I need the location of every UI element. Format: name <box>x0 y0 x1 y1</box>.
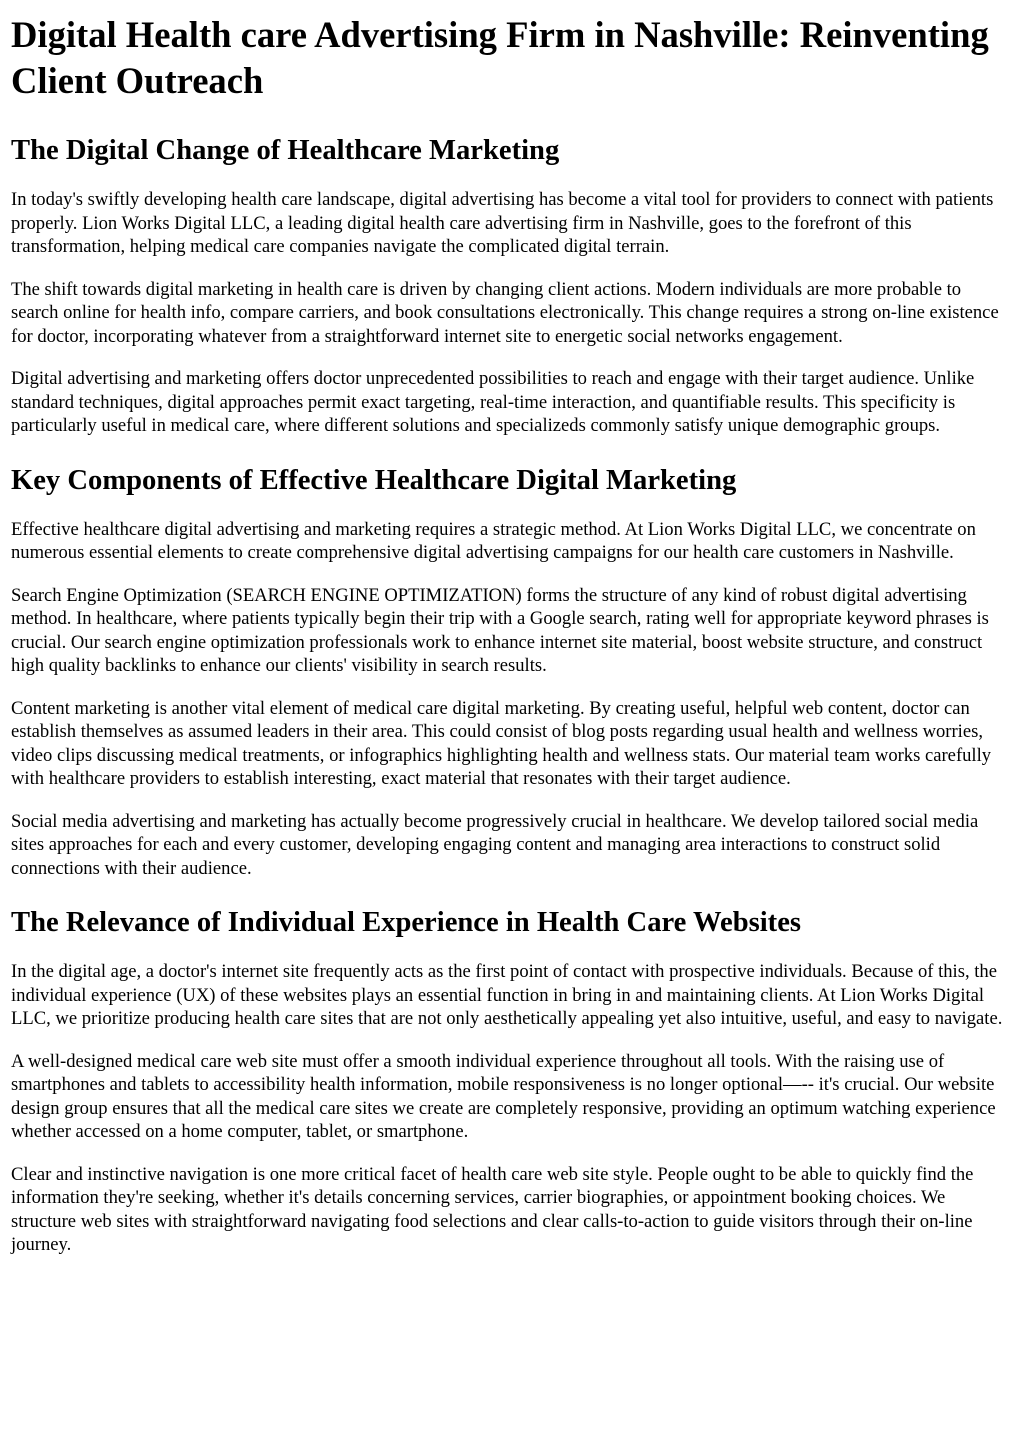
paragraph: Digital advertising and marketing offers doctor unprecedented possibilities to reach and engage with their target audience. Unlike standard techniques, digital approaches permit exact targeting, real-time interaction, and quantifiable results. This specificity is particularly useful in medical care, where different solutions and specializeds commonly satisfy unique demographic groups. <box>11 368 975 436</box>
section-digital-change <box>11 134 1013 438</box>
paragraph: Social media advertising and marketing has actually become progressively crucial in healthcare. We develop tailored social media sites approaches for each and every customer, developing engaging content and managing area interactions to construct solid connections with their audience. <box>11 810 979 879</box>
section-heading: The Relevance of Individual Experience in Health Care Websites <box>11 907 802 938</box>
paragraph: Effective healthcare digital advertising and marketing requires a strategic method. At Lion Works Digital LLC, we concentrate on numerous essential elements to create comprehensive digital advertising campaigns for our health care customers in Nashville. <box>11 518 976 563</box>
section-heading: Key Components of Effective Healthcare Digital Marketing <box>11 464 737 496</box>
paragraph: Content marketing is another vital element of medical care digital marketing. By creating useful, helpful web content, doctor can establish themselves as assumed leaders in their area. This could consist of blog posts regarding usual health and wellness worries, video clips discussing medical treatments, or infographics highlighting health and wellness stats. Our material team works carefully with healthcare providers to establish interesting, exact material that resonates with their target audience. <box>11 697 992 789</box>
paragraph: Clear and instinctive navigation is one more critical facet of health care web site style. People ought to be able to quickly find the information they're seeking, whether it's details concerning services, carrier biographies, or appointment booking choices. We structure web sites with straightforward navigating food selections and clear calls-to-action to guide visitors through their on-line journey. <box>11 1163 974 1255</box>
paragraph: In the digital age, a doctor's internet site frequently acts as the first point of contact with prospective individuals. Because of this, the individual experience (UX) of these websites plays an essential function in bring in and maintaining clients. At Lion Works Digital LLC, we prioritize producing health care sites that are not only aesthetically appealing yet also intuitive, useful, and easy to navigate. <box>11 961 1003 1029</box>
section-user-experience <box>11 906 1013 1257</box>
paragraph: Search Engine Optimization (SEARCH ENGINE OPTIMIZATION) forms the structure of any kind of robust digital advertising method. In healthcare, where patients typically begin their trip with a Google search, rating well for appropriate keyword phrases is crucial. Our search engine optimization professionals work to enhance internet site material, boost website structure, and construct high quality backlinks to enhance our clients' visibility in search results. <box>11 584 989 676</box>
page-title: Digital Health care Advertising Firm in Nashville: Reinventing Client Outreach <box>11 14 989 101</box>
section-key-components <box>11 464 1013 881</box>
paragraph: A well-designed medical care web site must offer a smooth individual experience throughout all tools. With the raising use of smartphones and tablets to accessibility health information, mobile responsiveness is no longer optional—-- it's crucial. Our website design group ensures that all the medical care sites we create are completely responsive, providing an optimum watching experience whether accessed on a home computer, tablet, or smartphone. <box>11 1050 996 1142</box>
paragraph: In today's swiftly developing health care landscape, digital advertising has become a vital tool for providers to connect with patients properly. Lion Works Digital LLC, a leading digital health care advertising firm in Nashville, goes to the forefront of this transformation, helping medical care companies navigate the complicated digital terrain. <box>11 189 994 257</box>
section-heading: The Digital Change of Healthcare Marketing <box>11 135 560 166</box>
paragraph: The shift towards digital marketing in health care is driven by changing client actions. Modern individuals are more probable to search online for health info, compare carriers, and book consultations electronically. This change requires a strong on-line existence for doctor, incorporating whatever from a straightforward internet site to energetic social networks engagement. <box>11 278 999 347</box>
